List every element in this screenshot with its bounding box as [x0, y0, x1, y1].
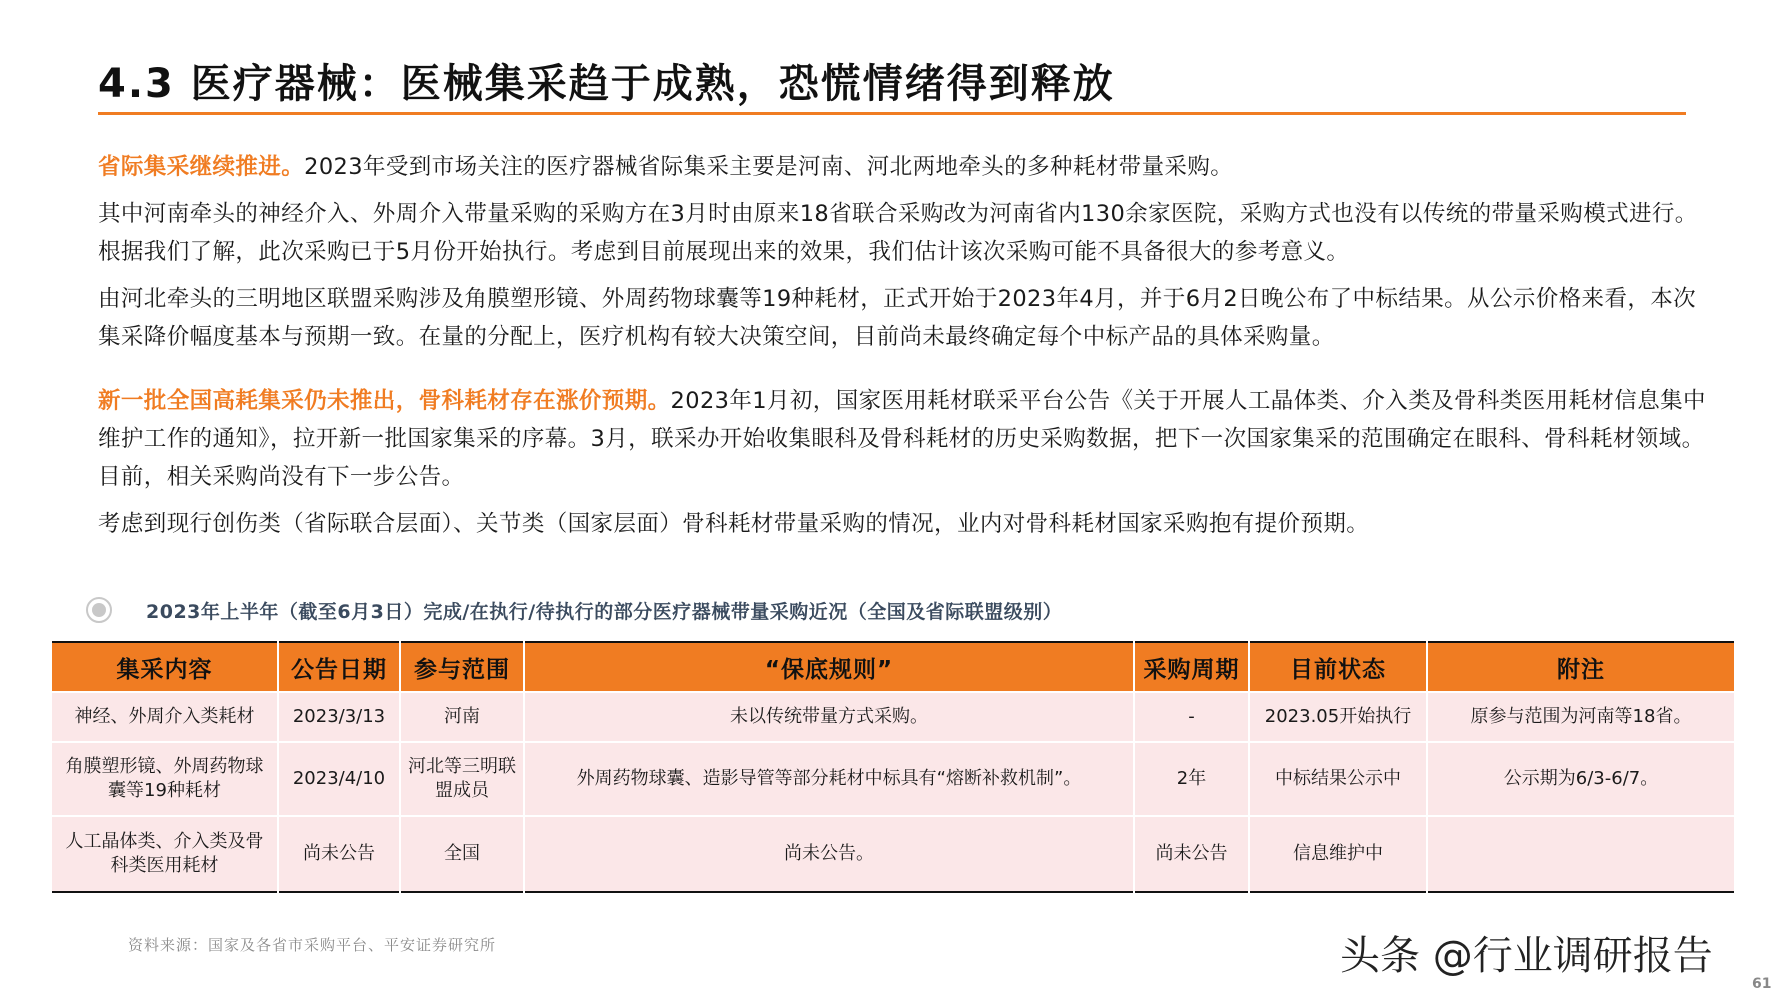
table-caption	[86, 593, 1062, 627]
table-cell: 2年	[1134, 742, 1249, 816]
watermark: 头条 @行业调研报告	[1340, 933, 1713, 979]
table-cell: 未以传统带量方式采购。	[524, 692, 1134, 742]
procurement-table	[52, 641, 1734, 893]
body-text	[98, 148, 1718, 552]
table-cell: 角膜塑形镜、外周药物球囊等19种耗材	[52, 742, 278, 816]
paragraph-text: 考虑到现行创伤类（省际联合层面）、关节类（国家层面）骨科耗材带量采购的情况，业内对骨科耗材国家采购抱有提价预期。	[98, 511, 1370, 537]
paragraph-text: 2023年1月初，国家医用耗材联采平台公告《关于开展人工晶体类、介入类及骨科类医用耗材信息集中维护工作的通知》，拉开新一批国家集采的序幕。3月，联采办开始收集眼科及骨科耗材的历史采购数据，把下一次国家集采的范围确定在眼科、骨科耗材领域。目前，相关采购尚没有下一步公告。	[98, 388, 1706, 490]
table-cell: 全国	[400, 816, 524, 892]
table-row	[52, 816, 1734, 892]
paragraph-text: 2023年受到市场关注的医疗器械省际集采主要是河南、河北两地牵头的多种耗材带量采购。	[304, 154, 1234, 180]
radio-dot-icon	[86, 597, 112, 623]
paragraph-text: 由河北牵头的三明地区联盟采购涉及角膜塑形镜、外周药物球囊等19种耗材，正式开始于2023年4月，并于6月2日晚公布了中标结果。从公示价格来看，本次集采降价幅度基本与预期一致。在量的分配上，医疗机构有较大决策空间，目前尚未最终确定每个中标产品的具体采购量。	[98, 286, 1697, 350]
paragraph-lead: 省际集采继续推进。	[98, 154, 305, 180]
paragraph	[98, 280, 1718, 356]
table-cell: 信息维护中	[1249, 816, 1427, 892]
page-number: 61	[1752, 976, 1772, 992]
table-cell: 尚未公告	[1134, 816, 1249, 892]
column-header: “保底规则”	[524, 642, 1134, 692]
column-header: 采购周期	[1134, 642, 1249, 692]
paragraph	[98, 382, 1718, 496]
table-cell: 外周药物球囊、造影导管等部分耗材中标具有“熔断补救机制”。	[524, 742, 1134, 816]
column-header: 集采内容	[52, 642, 278, 692]
paragraph	[98, 148, 1718, 186]
table-cell: 公示期为6/3-6/7。	[1427, 742, 1734, 816]
table-cell: 中标结果公示中	[1249, 742, 1427, 816]
table-cell: 2023/3/13	[278, 692, 400, 742]
table-row	[52, 742, 1734, 816]
page-title: 4.3 医疗器械：医械集采趋于成熟，恐慌情绪得到释放	[98, 61, 1115, 107]
table-cell: 2023.05开始执行	[1249, 692, 1427, 742]
table-cell: 尚未公告。	[524, 816, 1134, 892]
table-cell: 神经、外周介入类耗材	[52, 692, 278, 742]
table-cell: 河南	[400, 692, 524, 742]
table-cell: -	[1134, 692, 1249, 742]
table-header-row	[52, 642, 1734, 692]
paragraph-text: 其中河南牵头的神经介入、外周介入带量采购的采购方在3月时由原来18省联合采购改为河南省内130余家医院，采购方式也没有以传统的带量采购模式进行。根据我们了解，此次采购已于5月份开始执行。考虑到目前展现出来的效果，我们估计该次采购可能不具备很大的参考意义。	[98, 201, 1698, 265]
paragraph	[98, 195, 1718, 271]
table-cell: 2023/4/10	[278, 742, 400, 816]
paragraph	[98, 505, 1718, 543]
column-header: 目前状态	[1249, 642, 1427, 692]
table-cell: 人工晶体类、介入类及骨科类医用耗材	[52, 816, 278, 892]
column-header: 参与范围	[400, 642, 524, 692]
table-cell: 河北等三明联盟成员	[400, 742, 524, 816]
title-divider	[98, 112, 1686, 115]
column-header: 公告日期	[278, 642, 400, 692]
table-row	[52, 692, 1734, 742]
table-caption-text: 2023年上半年（截至6月3日）完成/在执行/待执行的部分医疗器械带量采购近况（全国及省际联盟级别）	[146, 600, 1063, 623]
paragraph-lead: 新一批全国高耗集采仍未推出，骨科耗材存在涨价预期。	[98, 388, 671, 414]
table-cell: 尚未公告	[278, 816, 400, 892]
source-note: 资料来源：国家及各省市采购平台、平安证券研究所	[128, 936, 497, 954]
column-header: 附注	[1427, 642, 1734, 692]
table-cell: 原参与范围为河南等18省。	[1427, 692, 1734, 742]
table-cell	[1427, 816, 1734, 892]
